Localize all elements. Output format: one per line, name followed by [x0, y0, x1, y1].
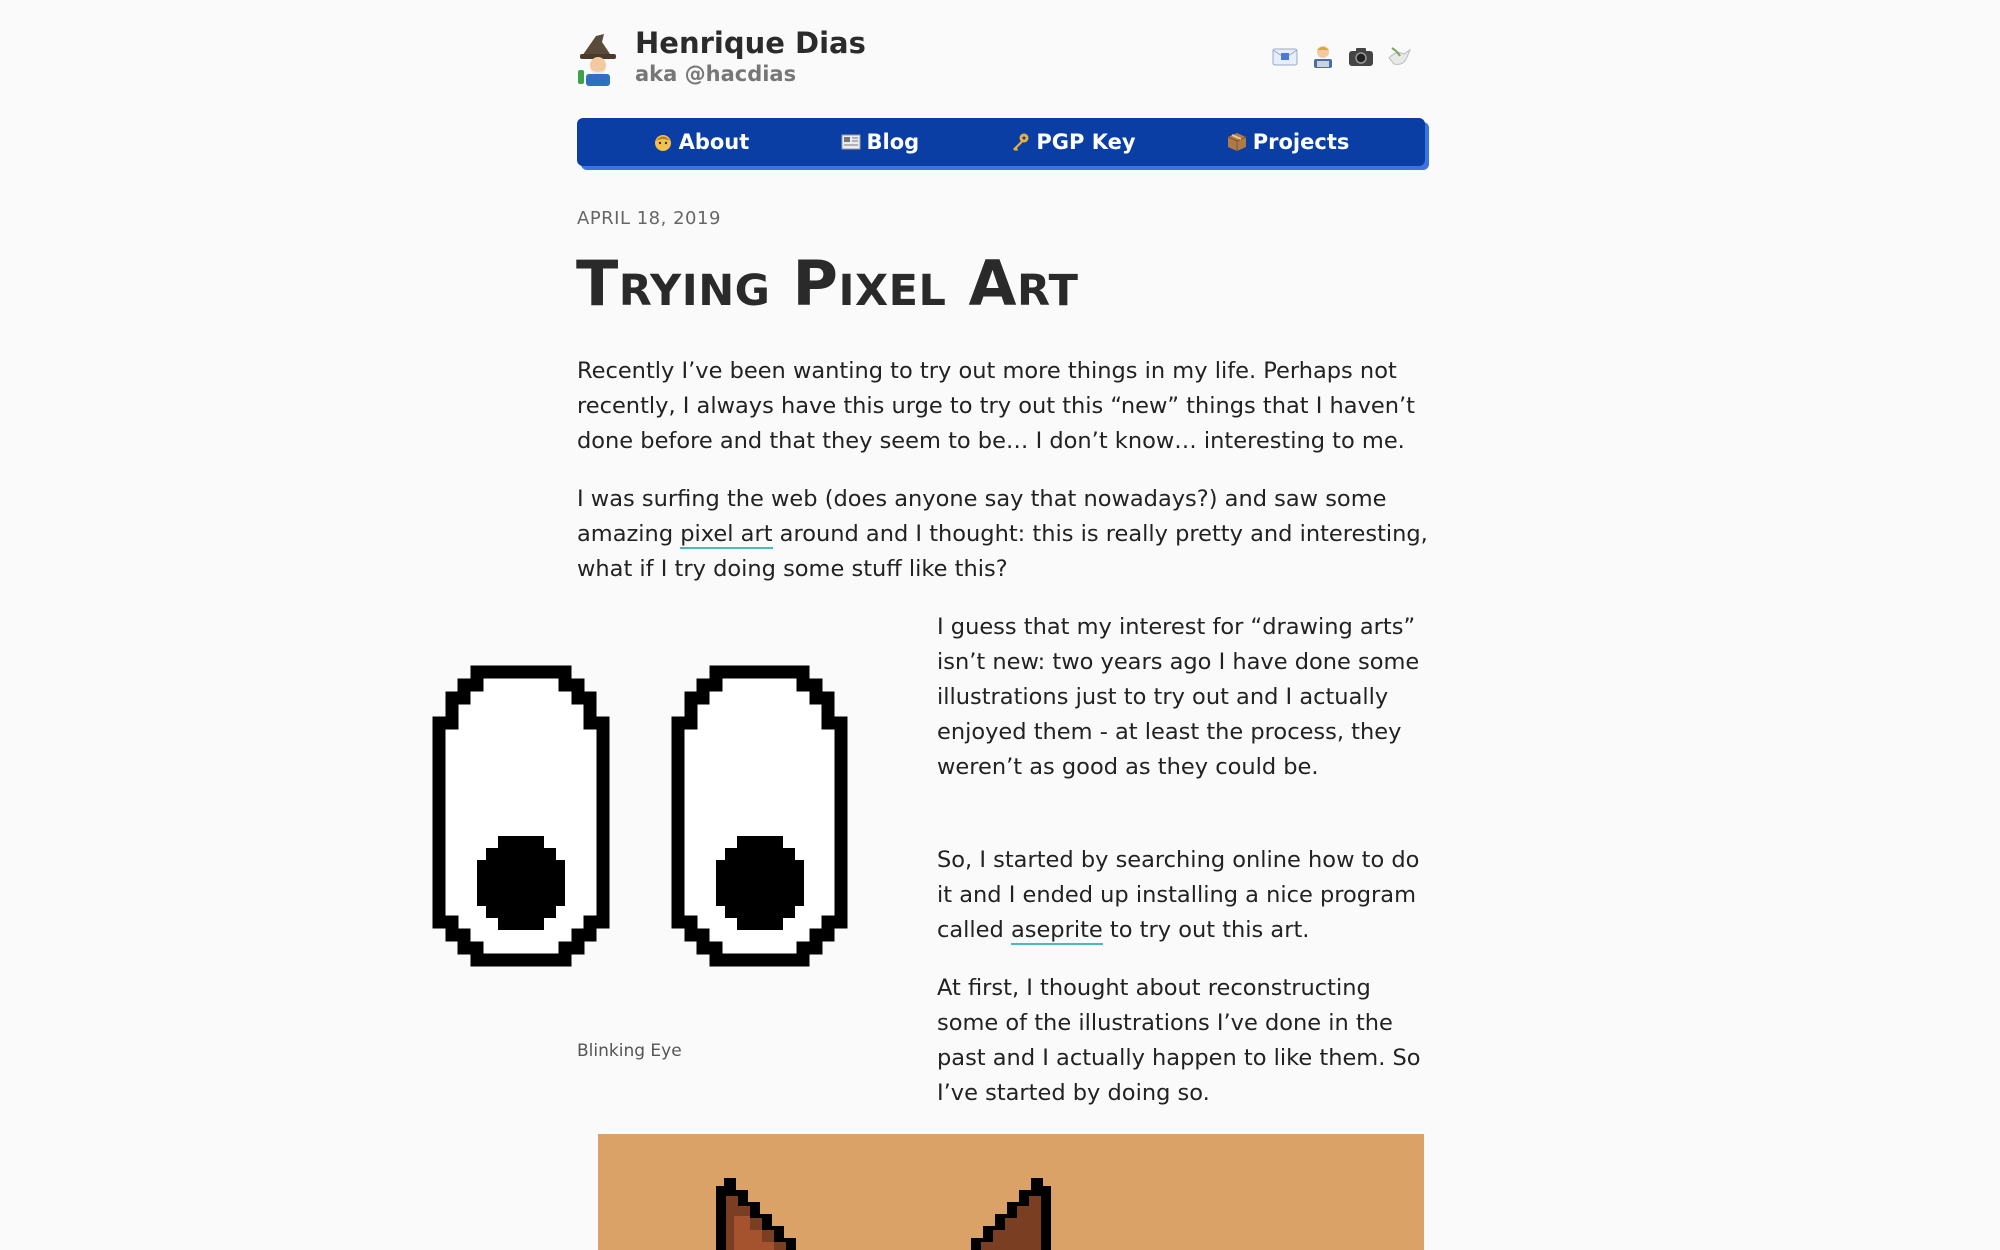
key-icon: [1010, 132, 1030, 152]
site-name[interactable]: Henrique Dias: [635, 26, 866, 60]
person-face-icon: [653, 132, 673, 152]
post-paragraph: At first, I thought about reconstructing some of the illustrations I’ve done in the past and I actually happen to like them. So I’ve started by doing so.: [937, 975, 1421, 1106]
nav-about-label: About: [678, 130, 750, 154]
paragraph-text: So, I started by searching online how to do it and I ended up installing a nice program called: [937, 847, 1420, 943]
email-icon[interactable]: [1272, 44, 1298, 70]
header-icons: [1272, 44, 1412, 70]
dove-icon[interactable]: [1386, 44, 1412, 70]
aseprite-link[interactable]: aseprite: [1010, 917, 1103, 943]
camera-icon[interactable]: [1348, 44, 1374, 70]
post-date: APRIL 18, 2019: [577, 208, 721, 229]
main-nav: [577, 118, 1425, 166]
pixel-cat-image: [598, 1134, 1424, 1250]
right-eye: [678, 672, 841, 960]
nav-blog[interactable]: [841, 130, 920, 154]
post-paragraph: I guess that my interest for “drawing arts” isn’t new: two years ago I have done some illustrations just to try out and I actually enjoyed them - at least the process, they weren’t as good as they could be.: [937, 614, 1420, 780]
post-paragraph: Recently I’ve been wanting to try out more things in my life. Perhaps not recently, I always have this urge to try out this “new” things that I haven’t done before and that they seem to be… I don’t know… interesting to me.: [577, 358, 1415, 454]
nav-pgp-key-label: PGP Key: [1036, 130, 1136, 154]
nav-pgp-key[interactable]: [1010, 130, 1135, 154]
nav-blog-label: Blog: [866, 130, 920, 154]
newspaper-icon: [841, 132, 861, 152]
post-paragraph: [937, 843, 1437, 948]
post-title: Trying Pixel Art: [576, 247, 1079, 320]
blinking-eye-image: [400, 660, 860, 980]
site-handle: aka @hacdias: [635, 62, 797, 86]
paragraph-text: to try out this art.: [1102, 917, 1310, 943]
post-paragraph: [577, 482, 1439, 587]
wizard-avatar-icon[interactable]: [576, 32, 624, 86]
package-icon: [1227, 132, 1247, 152]
nav-projects[interactable]: [1227, 130, 1350, 154]
figure-caption: Blinking Eye: [577, 1041, 682, 1061]
technologist-icon[interactable]: [1310, 44, 1336, 70]
nav-projects-label: Projects: [1252, 130, 1350, 154]
pixel-art-link[interactable]: pixel art: [680, 521, 773, 547]
left-eye: [439, 672, 603, 960]
paragraph-text: I was surfing the web (does anyone say that nowadays?) and saw some amazing: [577, 486, 1387, 547]
paragraph-text: around and I thought: this is really pretty and interesting, what if I try doing some stuff like this?: [577, 521, 1428, 582]
nav-about[interactable]: [653, 130, 750, 154]
